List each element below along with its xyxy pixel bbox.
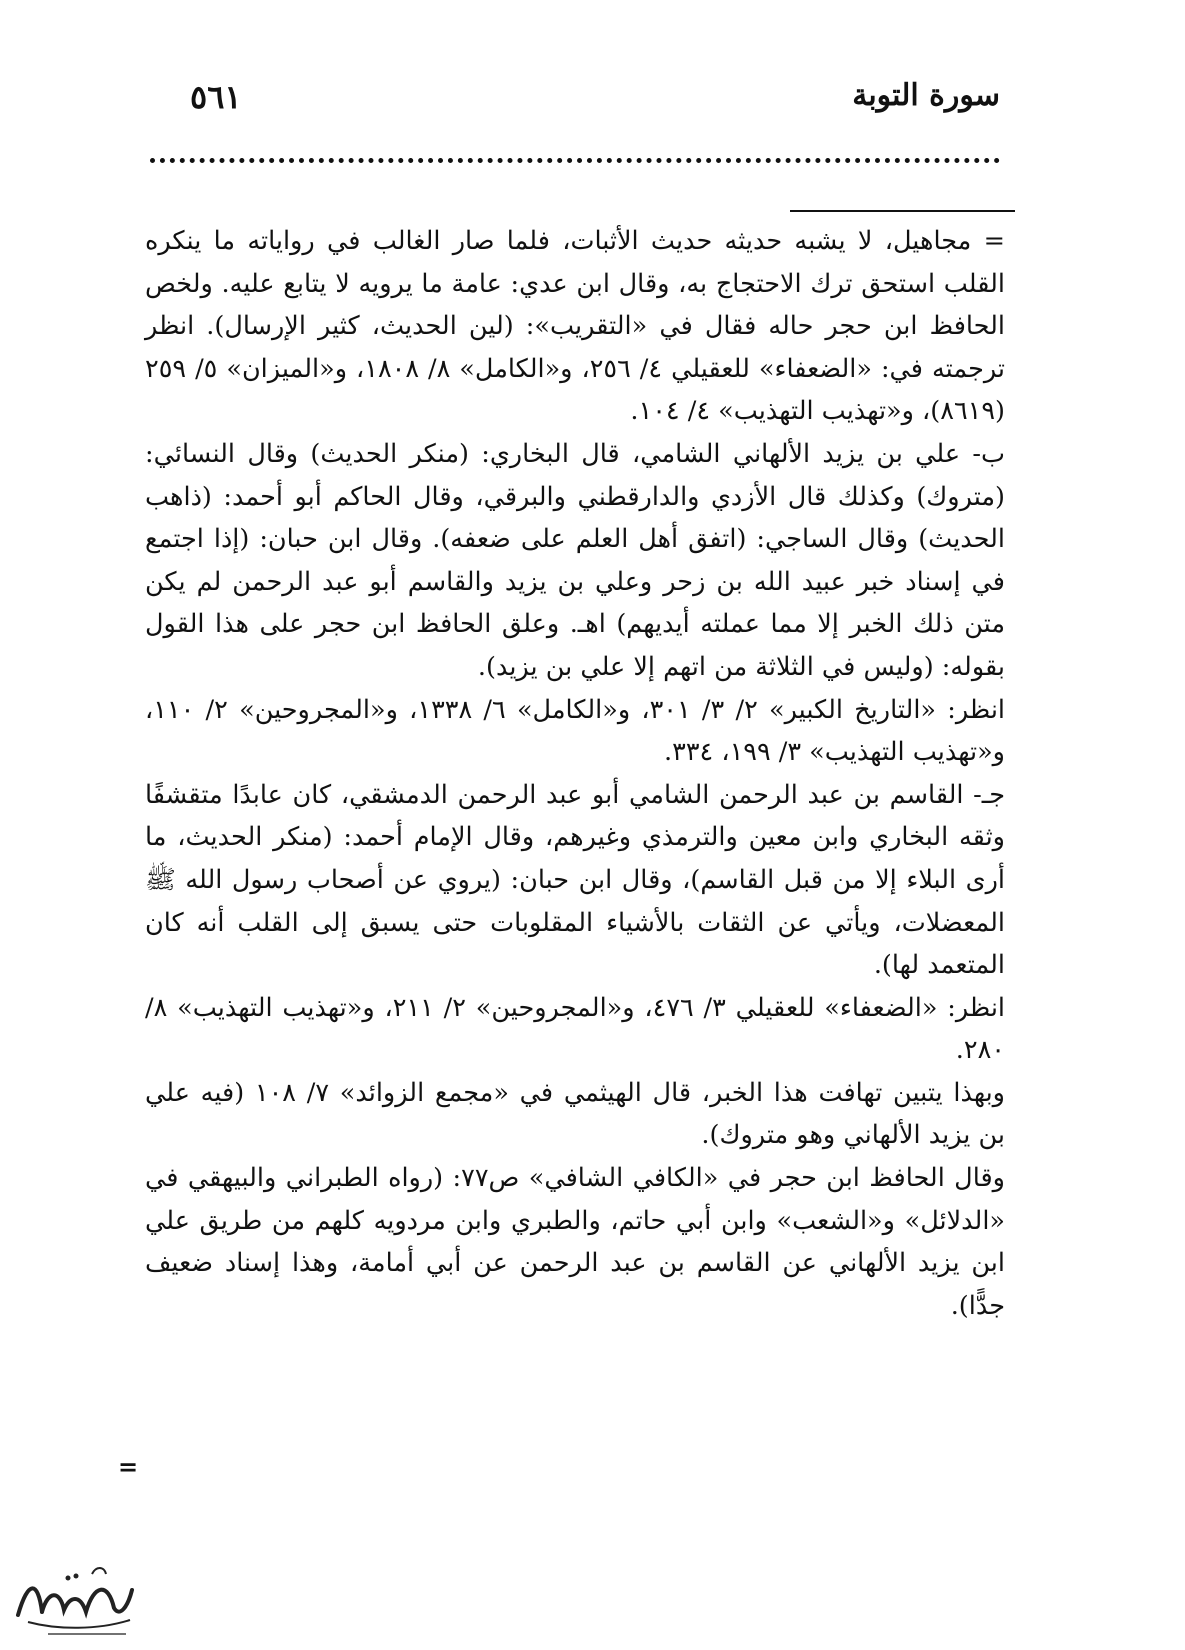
paragraph-haythami-verdict: وبهذا يتبين تهافت هذا الخبر، قال الهيثمي في «مجمع الزوائد» ٧/ ١٠٨ (فيه علي بن يزيد الألهاني وهو متروك). xyxy=(145,1077,1005,1151)
footnote-separator-line xyxy=(790,210,1015,212)
paragraph-unnamed-narrator: = مجاهيل، لا يشبه حديثه حديث الأثبات، فلما صار الغالب في رواياته ما ينكره القلب استحق ترك الاحتجاج به، وقال ابن عدي: عامة ما يرويه لا يتابع عليه. ولخص الحافظ ابن حجر حاله فقال في «التقريب»: (لين الحديث، كثير الإرسال). انظر ترجمته في: «الضعفاء» للعقيلي ٤/ ٢٥٦، و«الكامل» ٨/ ١٨٠٨، و«الميزان» ٥/ ٢٥٩ (٨٦١٩)، و«تهذيب التهذيب» ٤/ ١٠٤. xyxy=(145,226,1006,427)
header-dotted-divider xyxy=(150,158,1000,163)
paragraph-al-qasim-references: انظر: «الضعفاء» للعقيلي ٣/ ٤٧٦، و«المجروحين» ٢/ ٢١١، و«تهذيب التهذيب» ٨/ ٢٨٠. xyxy=(145,992,1005,1066)
paragraph-ali-ibn-yazid-references: انظر: «التاريخ الكبير» ٢/ ٣/ ٣٠١، و«الكامل» ٦/ ١٣٣٨، و«المجروحين» ٢/ ١١٠، و«تهذيب التهذيب» ٣/ ١٩٩، ٣٣٤. xyxy=(145,694,1006,768)
paragraph-ibn-hajar-verdict: وقال الحافظ ابن حجر في «الكافي الشافي» ص٧٧: (رواه الطبراني والبيهقي في «الدلائل» و«الشعب» وابن أبي حاتم، والطبري وابن مردويه كلهم من طريق علي ابن يزيد الألهاني عن القاسم بن عبد الرحمن عن أبي أمامة، وهذا إسناد ضعيف جدًّا). xyxy=(145,1163,1005,1321)
continuation-mark: = xyxy=(118,1452,139,1481)
paragraph-al-qasim: جـ- القاسم بن عبد الرحمن الشامي أبو عبد الرحمن الدمشقي، كان عابدًا متقشفًا وثقه البخاري وابن معين والترمذي وغيرهم، وقال الإمام أحمد: (منكر الحديث، ما أرى البلاء إلا من قبل القاسم)، وقال ابن حبان: (يروي عن أصحاب رسول الله ﷺ المعضلات، ويأتي عن الثقات بالأشياء المقلوبات حتى يسبق إلى القلب أنه كان المتعمد لها). xyxy=(145,779,1005,981)
footnote-body xyxy=(145,220,1005,1327)
surah-title: سورة التوبة xyxy=(852,78,1000,113)
page-header xyxy=(150,78,1000,128)
almustahim-calligraphy-logo-icon xyxy=(8,1560,138,1640)
page-number: ٥٦١ xyxy=(190,78,242,116)
paragraph-ali-ibn-yazid: ب- علي بن يزيد الألهاني الشامي، قال البخاري: (منكر الحديث) وقال النسائي: (متروك) وكذلك قال الأزدي والدارقطني والبرقي، وقال الحاكم أبو أحمد: (ذاهب الحديث) وقال الساجي: (اتفق أهل العلم على ضعفه). وقال ابن حبان: (إذا اجتمع في إسناد خبر عبيد الله بن زحر وعلي بن يزيد والقاسم أبو عبد الرحمن لم يكن متن ذلك الخبر إلا مما عملته أيديهم) اهـ. وعلق الحافظ ابن حجر على هذا القول بقوله: (وليس في الثلاثة من اتهم إلا علي بن يزيد). xyxy=(145,438,1005,682)
